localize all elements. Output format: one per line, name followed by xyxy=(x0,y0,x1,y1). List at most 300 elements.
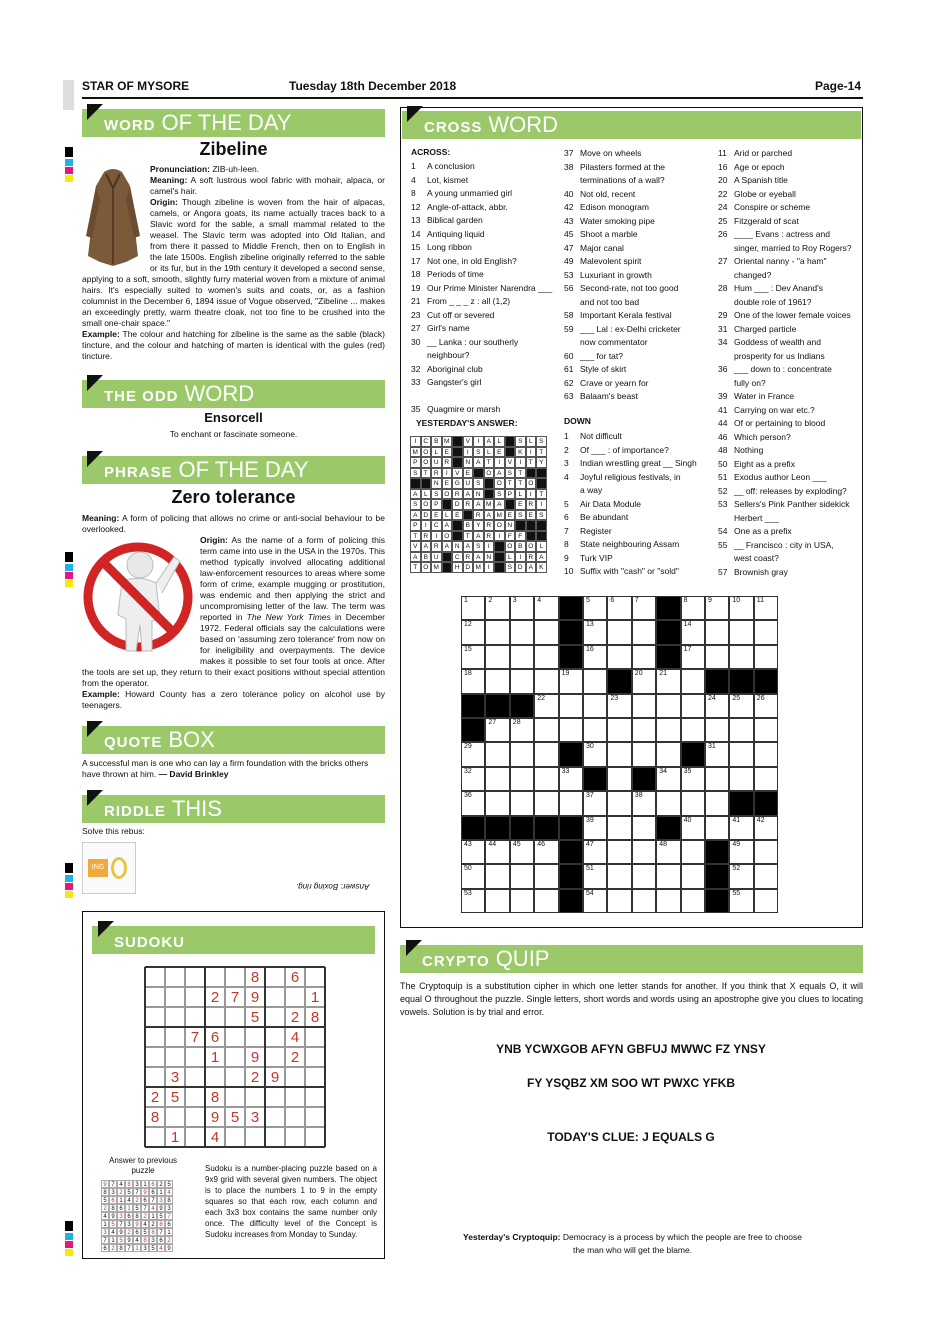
sudoku-cell[interactable] xyxy=(285,1127,305,1147)
crossword-cell[interactable] xyxy=(681,864,705,888)
sudoku-cell[interactable] xyxy=(225,1027,245,1047)
crossword-cell[interactable]: 6 xyxy=(607,596,631,620)
down-clues-1 xyxy=(564,430,697,579)
crossword-cell[interactable] xyxy=(583,669,607,693)
crossword-cell[interactable]: 52 xyxy=(729,864,753,888)
sudoku-cell[interactable] xyxy=(165,1107,185,1127)
crossword-cell[interactable]: 49 xyxy=(729,840,753,864)
crossword-cell[interactable]: 45 xyxy=(510,840,534,864)
black-square xyxy=(607,669,631,693)
sudoku-grid[interactable] xyxy=(145,967,325,1147)
crossword-cell[interactable]: 33 xyxy=(559,767,583,791)
crossword-cell[interactable] xyxy=(607,718,631,742)
answer-cell xyxy=(452,436,463,447)
crossword-cell[interactable]: 5 xyxy=(583,596,607,620)
sudoku-cell[interactable] xyxy=(185,1047,205,1067)
sudoku-cell[interactable]: 2 xyxy=(245,1067,265,1087)
sudoku-cell[interactable]: 6 xyxy=(205,1027,225,1047)
crossword-cell[interactable] xyxy=(559,718,583,742)
answer-cell: V xyxy=(505,457,516,468)
crossword-cell[interactable]: 19 xyxy=(559,669,583,693)
crossword-cell[interactable] xyxy=(754,767,778,791)
sudoku-cell[interactable]: 9 xyxy=(265,1067,285,1087)
answer-cell: N xyxy=(452,541,463,552)
sudoku-cell[interactable] xyxy=(285,1067,305,1087)
crossword-cell[interactable] xyxy=(534,791,558,815)
crossword-cell[interactable] xyxy=(632,864,656,888)
rebus-ing-box: ING xyxy=(88,859,108,877)
crossword-cell[interactable]: 32 xyxy=(461,767,485,791)
crossword-cell[interactable] xyxy=(607,791,631,815)
crossword-cell[interactable] xyxy=(534,889,558,913)
crossword-cell[interactable] xyxy=(656,742,680,766)
sudoku-cell[interactable]: 5 xyxy=(245,1007,265,1027)
sudoku-cell[interactable] xyxy=(265,987,285,1007)
sudoku-cell[interactable]: 8 xyxy=(145,1107,165,1127)
sudoku-cell[interactable] xyxy=(305,1127,325,1147)
sudoku-cell[interactable] xyxy=(205,967,225,987)
answer-cell: L xyxy=(431,447,442,458)
crossword-cell[interactable]: 9 xyxy=(705,596,729,620)
crossword-cell[interactable] xyxy=(485,620,509,644)
crossword-cell[interactable]: 44 xyxy=(485,840,509,864)
sudoku-cell[interactable] xyxy=(145,1027,165,1047)
answer-cell: E xyxy=(452,510,463,521)
crossword-cell[interactable] xyxy=(510,864,534,888)
clue: 40 Not old, recent xyxy=(564,188,636,199)
answer-cell: S xyxy=(473,541,484,552)
answer-cell: I xyxy=(442,468,453,479)
sudoku-cell[interactable] xyxy=(305,1107,325,1127)
answer-cell: 4 xyxy=(109,1228,117,1236)
crossword-cell[interactable]: 14 xyxy=(681,620,705,644)
crossword-cell[interactable]: 38 xyxy=(632,791,656,815)
sudoku-cell[interactable] xyxy=(185,967,205,987)
crossword-cell[interactable]: 41 xyxy=(729,816,753,840)
crossword-cell[interactable] xyxy=(754,645,778,669)
sudoku-cell[interactable] xyxy=(145,967,165,987)
crossword-cell[interactable]: 54 xyxy=(583,889,607,913)
crossword-cell[interactable] xyxy=(607,767,631,791)
answer-cell: T xyxy=(536,489,547,500)
crossword-cell[interactable]: 51 xyxy=(583,864,607,888)
answer-cell: M xyxy=(473,562,484,573)
crossword-cell[interactable]: 48 xyxy=(656,840,680,864)
answer-cell: 2 xyxy=(149,1220,157,1228)
answer-cell: A xyxy=(494,499,505,510)
sudoku-cell[interactable] xyxy=(265,1127,285,1147)
crossword-cell[interactable] xyxy=(705,620,729,644)
crossword-cell[interactable]: 2 xyxy=(485,596,509,620)
sudoku-cell[interactable] xyxy=(185,1087,205,1107)
sudoku-cell[interactable] xyxy=(205,1007,225,1027)
sudoku-cell[interactable]: 9 xyxy=(205,1107,225,1127)
crossword-cell[interactable]: 28 xyxy=(510,718,534,742)
crossword-cell[interactable] xyxy=(754,864,778,888)
answer-cell: O xyxy=(494,520,505,531)
crossword-cell[interactable] xyxy=(607,840,631,864)
crossword-grid[interactable] xyxy=(461,596,778,913)
sudoku-cell[interactable] xyxy=(245,1087,265,1107)
answer-cell: T xyxy=(421,468,432,479)
crossword-cell[interactable] xyxy=(534,742,558,766)
crossword-cell[interactable] xyxy=(534,645,558,669)
clue: 48 Nothing xyxy=(718,445,764,455)
crossword-cell[interactable] xyxy=(607,645,631,669)
yesterday-cryptoquip: Yesterday's Cryptoquip: Democracy is a process by which the people are free to choose the man who will get the blame. xyxy=(463,1232,802,1255)
sudoku-cell[interactable] xyxy=(265,967,285,987)
crossword-cell[interactable] xyxy=(607,742,631,766)
sudoku-cell[interactable]: 6 xyxy=(285,967,305,987)
crossword-cell[interactable] xyxy=(632,620,656,644)
crossword-cell[interactable] xyxy=(485,645,509,669)
sudoku-cell[interactable]: 5 xyxy=(165,1087,185,1107)
crossword-cell[interactable] xyxy=(607,889,631,913)
crossword-cell[interactable] xyxy=(729,718,753,742)
sudoku-cell[interactable] xyxy=(265,1027,285,1047)
clue: 53 Sellers's Pink Panther sidekick xyxy=(718,499,850,509)
crossword-cell[interactable]: 11 xyxy=(754,596,778,620)
sudoku-cell[interactable] xyxy=(305,1087,325,1107)
sudoku-cell[interactable]: 1 xyxy=(165,1127,185,1147)
clue: 54 One as a prefix xyxy=(718,526,792,536)
crossword-cell[interactable]: 30 xyxy=(583,742,607,766)
crossword-cell[interactable] xyxy=(632,718,656,742)
answer-cell: L xyxy=(442,510,453,521)
sudoku-cell[interactable] xyxy=(265,1087,285,1107)
crossword-cell[interactable] xyxy=(656,864,680,888)
sudoku-cell[interactable]: 2 xyxy=(145,1087,165,1107)
crossword-cell[interactable] xyxy=(632,645,656,669)
sudoku-cell[interactable] xyxy=(185,1007,205,1027)
crossword-cell[interactable] xyxy=(559,694,583,718)
crossword-cell[interactable]: 50 xyxy=(461,864,485,888)
sudoku-cell[interactable]: 1 xyxy=(305,987,325,1007)
crossword-cell[interactable]: 46 xyxy=(534,840,558,864)
answer-cell: M xyxy=(410,447,421,458)
sudoku-cell[interactable] xyxy=(165,1027,185,1047)
crossword-cell[interactable] xyxy=(607,816,631,840)
sudoku-cell[interactable] xyxy=(245,1027,265,1047)
crossword-cell[interactable] xyxy=(729,767,753,791)
crossword-cell[interactable] xyxy=(510,767,534,791)
sudoku-cell[interactable] xyxy=(185,987,205,1007)
sudoku-cell[interactable] xyxy=(305,1047,325,1067)
crossword-cell[interactable]: 34 xyxy=(656,767,680,791)
word-of-day-band: WORD OF THE DAY xyxy=(82,109,385,137)
clue: changed? xyxy=(734,269,772,280)
sudoku-cell[interactable] xyxy=(165,967,185,987)
crossword-cell[interactable]: 29 xyxy=(461,742,485,766)
sudoku-box-line xyxy=(264,967,266,1147)
crossword-cell[interactable]: 20 xyxy=(632,669,656,693)
sudoku-cell[interactable] xyxy=(165,1007,185,1027)
sudoku-cell[interactable] xyxy=(245,1127,265,1147)
crossword-cell[interactable]: 22 xyxy=(534,694,558,718)
answer-cell: 5 xyxy=(117,1236,125,1244)
sudoku-cell[interactable] xyxy=(225,1047,245,1067)
crossword-cell[interactable] xyxy=(705,791,729,815)
crossword-cell[interactable]: 40 xyxy=(681,816,705,840)
crossword-cell[interactable] xyxy=(510,889,534,913)
sudoku-cell[interactable] xyxy=(225,1007,245,1027)
crossword-cell[interactable] xyxy=(583,694,607,718)
answer-cell: 5 xyxy=(157,1212,165,1220)
crossword-cell[interactable] xyxy=(754,889,778,913)
crossword-cell[interactable] xyxy=(705,767,729,791)
sudoku-cell[interactable]: 2 xyxy=(285,1007,305,1027)
band-corner-mark xyxy=(98,921,114,937)
crossword-cell[interactable] xyxy=(681,791,705,815)
crossword-cell[interactable]: 18 xyxy=(461,669,485,693)
crossword-cell[interactable]: 26 xyxy=(754,694,778,718)
sudoku-cell[interactable] xyxy=(185,1127,205,1147)
answer-cell: E xyxy=(515,499,526,510)
crossword-cell[interactable] xyxy=(681,669,705,693)
crossword-cell[interactable] xyxy=(681,718,705,742)
word-of-day-body: Pronunciation: ZIB-uh-leen. Meaning: A soft lustrous wool fabric with mohair, alpaca, or camel's hair. Origin: Though zibeline is woven from the hair of alpacas, camels, or Angora goats, its name actually traces back to a Slavic word for the sable, a small mammal related to the weasel. The Slavic term was adopted into Old Italian, and from there it passed to Middle French, then on to English in the late 1500s. English zibeline originally referred to the sable or its fur, but in the 19th century it developed a second sense, applying to a soft, smooth, slightly furry material woven from a mixture of animal hairs. It's especially suited to women's suits and coats, or, as a fashion columnist in the December 6, 1894 issue of Vogue observed, "Zibeline ... makes an exceedingly pretty, warm theatre cloak, not too fine to be crushed into the small one-chair space." Example: The colour and hatching for zibeline is the same as the sable (black) tincture, and the colour and hatching of marten is identical with the gules (red) tincture. xyxy=(82,164,385,361)
answer-cell: 3 xyxy=(133,1180,141,1188)
crossword-cell[interactable] xyxy=(656,718,680,742)
answer-cell: M xyxy=(484,499,495,510)
answer-cell: 3 xyxy=(117,1212,125,1220)
crossword-cell[interactable]: 8 xyxy=(681,596,705,620)
crossword-cell[interactable]: 10 xyxy=(729,596,753,620)
crossword-cell[interactable]: 23 xyxy=(607,694,631,718)
riddle-band: RIDDLE THIS xyxy=(82,795,385,823)
sudoku-cell[interactable] xyxy=(145,987,165,1007)
crossword-cell[interactable] xyxy=(705,718,729,742)
sudoku-cell[interactable]: 3 xyxy=(245,1107,265,1127)
crossword-cell[interactable]: 3 xyxy=(510,596,534,620)
answer-cell: R xyxy=(463,552,474,563)
answer-cell xyxy=(484,489,495,500)
clue: 8 State neighbouring Assam xyxy=(564,539,680,549)
crossword-cell[interactable] xyxy=(681,694,705,718)
answer-cell: 6 xyxy=(125,1212,133,1220)
crossword-cell[interactable] xyxy=(485,742,509,766)
crossword-cell[interactable]: 4 xyxy=(534,596,558,620)
sudoku-cell[interactable] xyxy=(145,1067,165,1087)
crossword-cell[interactable]: 42 xyxy=(754,816,778,840)
crossword-cell[interactable] xyxy=(485,669,509,693)
crossword-cell[interactable] xyxy=(754,840,778,864)
clue: 62 Crave or yearn for xyxy=(564,377,649,388)
band-corner-mark xyxy=(87,721,103,737)
sudoku-cell[interactable] xyxy=(285,987,305,1007)
sudoku-cell[interactable]: 2 xyxy=(285,1047,305,1067)
crossword-cell[interactable]: 47 xyxy=(583,840,607,864)
answer-cell: E xyxy=(442,478,453,489)
crossword-cell[interactable]: 43 xyxy=(461,840,485,864)
answer-cell: 4 xyxy=(101,1212,109,1220)
sudoku-cell[interactable] xyxy=(265,1047,285,1067)
sudoku-cell[interactable] xyxy=(165,1047,185,1067)
crossword-cell[interactable]: 36 xyxy=(461,791,485,815)
crossword-cell[interactable] xyxy=(510,669,534,693)
crossword-cell[interactable] xyxy=(754,718,778,742)
crossword-cell[interactable] xyxy=(681,889,705,913)
clue: 6 Be abundant xyxy=(564,512,629,522)
crossword-band: CROSS WORD xyxy=(402,111,861,139)
crossword-cell[interactable]: 15 xyxy=(461,645,485,669)
answer-cell xyxy=(442,499,453,510)
crossword-cell[interactable] xyxy=(656,889,680,913)
sudoku-cell[interactable] xyxy=(265,1007,285,1027)
cryptoquip-intro: The Cryptoquip is a substitution cipher in which one letter stands for another. If you think that X equals O, it will equal O throughout the puzzle. Single letters, short words and words using an apostrophe give you clues to locating vowels. Solution is by trial and error. xyxy=(400,981,863,1017)
crossword-cell[interactable] xyxy=(583,718,607,742)
black-square xyxy=(705,889,729,913)
clue: 10 Suffix with "cash" or "sold" xyxy=(564,566,679,576)
answer-cell: L xyxy=(536,541,547,552)
crossword-cell[interactable]: 39 xyxy=(583,816,607,840)
answer-cell: S xyxy=(410,499,421,510)
answer-cell: A xyxy=(463,489,474,500)
crossword-cell[interactable]: 27 xyxy=(485,718,509,742)
sudoku-cell[interactable] xyxy=(145,1007,165,1027)
clue: 42 Edison monogram xyxy=(564,202,649,212)
sudoku-cell[interactable]: 3 xyxy=(165,1067,185,1087)
crossword-cell[interactable] xyxy=(485,864,509,888)
crossword-cell[interactable]: 55 xyxy=(729,889,753,913)
answer-cell xyxy=(463,510,474,521)
crossword-cell[interactable] xyxy=(632,889,656,913)
sudoku-cell[interactable]: 4 xyxy=(285,1027,305,1047)
sudoku-cell[interactable] xyxy=(205,1067,225,1087)
sudoku-cell[interactable]: 8 xyxy=(205,1087,225,1107)
sudoku-cell[interactable] xyxy=(165,987,185,1007)
sudoku-cell[interactable]: 7 xyxy=(225,987,245,1007)
crossword-cell[interactable] xyxy=(705,645,729,669)
sudoku-cell[interactable] xyxy=(145,1047,165,1067)
crossword-cell[interactable]: 12 xyxy=(461,620,485,644)
answer-cell: 6 xyxy=(157,1236,165,1244)
sudoku-cell[interactable]: 8 xyxy=(305,1007,325,1027)
clue: 18 Periods of time xyxy=(411,269,484,279)
sudoku-cell[interactable] xyxy=(185,1067,205,1087)
crossword-cell[interactable]: 53 xyxy=(461,889,485,913)
crossword-cell[interactable]: 24 xyxy=(705,694,729,718)
sudoku-cell[interactable]: 4 xyxy=(205,1127,225,1147)
sudoku-cell[interactable] xyxy=(265,1107,285,1127)
crossword-cell[interactable] xyxy=(485,889,509,913)
crossword-cell[interactable] xyxy=(607,620,631,644)
crossword-cell[interactable] xyxy=(729,645,753,669)
crossword-cell[interactable]: 17 xyxy=(681,645,705,669)
sudoku-cell[interactable]: 8 xyxy=(245,967,265,987)
answer-cell: 4 xyxy=(133,1236,141,1244)
crossword-cell[interactable] xyxy=(705,816,729,840)
answer-cell: T xyxy=(463,531,474,542)
sudoku-cell[interactable] xyxy=(145,1127,165,1147)
band-corner-mark xyxy=(406,940,422,956)
answer-cell: I xyxy=(494,457,505,468)
answer-cell: 8 xyxy=(133,1212,141,1220)
crossword-cell[interactable]: 7 xyxy=(632,596,656,620)
answer-cell: 9 xyxy=(125,1236,133,1244)
sudoku-cell[interactable]: 2 xyxy=(205,987,225,1007)
sudoku-cell[interactable] xyxy=(225,1087,245,1107)
crossword-cell[interactable] xyxy=(607,864,631,888)
answer-cell: D xyxy=(463,562,474,573)
crossword-cell[interactable] xyxy=(656,791,680,815)
sudoku-cell[interactable]: 9 xyxy=(245,987,265,1007)
sudoku-cell[interactable] xyxy=(305,1067,325,1087)
sudoku-cell[interactable] xyxy=(225,1127,245,1147)
crossword-cell[interactable] xyxy=(510,742,534,766)
answer-cell: B xyxy=(431,436,442,447)
answer-cell: U xyxy=(431,552,442,563)
crossword-cell[interactable] xyxy=(656,694,680,718)
crossword-cell[interactable] xyxy=(632,816,656,840)
crossword-cell[interactable]: 21 xyxy=(656,669,680,693)
answer-cell: E xyxy=(431,510,442,521)
answer-cell: R xyxy=(431,468,442,479)
clue: 58 Important Kerala festival xyxy=(564,310,672,320)
crossword-cell[interactable] xyxy=(510,645,534,669)
crossword-cell[interactable]: 37 xyxy=(583,791,607,815)
answer-cell xyxy=(442,562,453,573)
crossword-cell[interactable] xyxy=(632,742,656,766)
cryptoquip-line-2: FY YSQBZ XM SOO WT PWXC YFKB xyxy=(526,1076,736,1090)
sudoku-cell[interactable] xyxy=(285,1107,305,1127)
sudoku-cell[interactable]: 9 xyxy=(245,1047,265,1067)
sudoku-cell[interactable] xyxy=(285,1087,305,1107)
crossword-cell[interactable]: 16 xyxy=(583,645,607,669)
answer-cell: 6 xyxy=(149,1180,157,1188)
sudoku-cell[interactable] xyxy=(225,1067,245,1087)
answer-cell: S xyxy=(473,478,484,489)
sudoku-cell[interactable] xyxy=(305,1027,325,1047)
black-square xyxy=(559,840,583,864)
crossword-cell[interactable] xyxy=(681,840,705,864)
sudoku-cell[interactable] xyxy=(225,967,245,987)
crossword-cell[interactable]: 35 xyxy=(681,767,705,791)
crossword-cell[interactable] xyxy=(534,669,558,693)
crossword-cell[interactable] xyxy=(729,620,753,644)
sudoku-cell[interactable]: 7 xyxy=(185,1027,205,1047)
answer-cell: A xyxy=(410,510,421,521)
crossword-cell[interactable] xyxy=(485,791,509,815)
crossword-cell[interactable] xyxy=(485,767,509,791)
crossword-cell[interactable] xyxy=(534,718,558,742)
crossword-cell[interactable] xyxy=(534,864,558,888)
riddle-prompt: Solve this rebus: xyxy=(82,826,145,836)
crossword-cell[interactable]: 1 xyxy=(461,596,485,620)
sudoku-cell[interactable]: 1 xyxy=(205,1047,225,1067)
answer-cell: 8 xyxy=(125,1180,133,1188)
crossword-cell[interactable] xyxy=(754,742,778,766)
crossword-cell[interactable] xyxy=(534,767,558,791)
crossword-cell[interactable]: 25 xyxy=(729,694,753,718)
answer-cell xyxy=(442,552,453,563)
crossword-cell[interactable] xyxy=(510,791,534,815)
crossword-cell[interactable]: 31 xyxy=(705,742,729,766)
crossword-cell[interactable] xyxy=(754,620,778,644)
crossword-cell[interactable] xyxy=(632,840,656,864)
answer-cell: 3 xyxy=(157,1196,165,1204)
crossword-cell[interactable] xyxy=(632,694,656,718)
sudoku-cell[interactable] xyxy=(185,1107,205,1127)
answer-cell: R xyxy=(452,489,463,500)
sudoku-cell[interactable] xyxy=(305,967,325,987)
crossword-cell[interactable] xyxy=(534,620,558,644)
crossword-cell[interactable] xyxy=(559,791,583,815)
crossword-cell[interactable]: 13 xyxy=(583,620,607,644)
sudoku-cell[interactable]: 5 xyxy=(225,1107,245,1127)
crossword-cell[interactable] xyxy=(510,620,534,644)
crossword-cell[interactable] xyxy=(729,742,753,766)
